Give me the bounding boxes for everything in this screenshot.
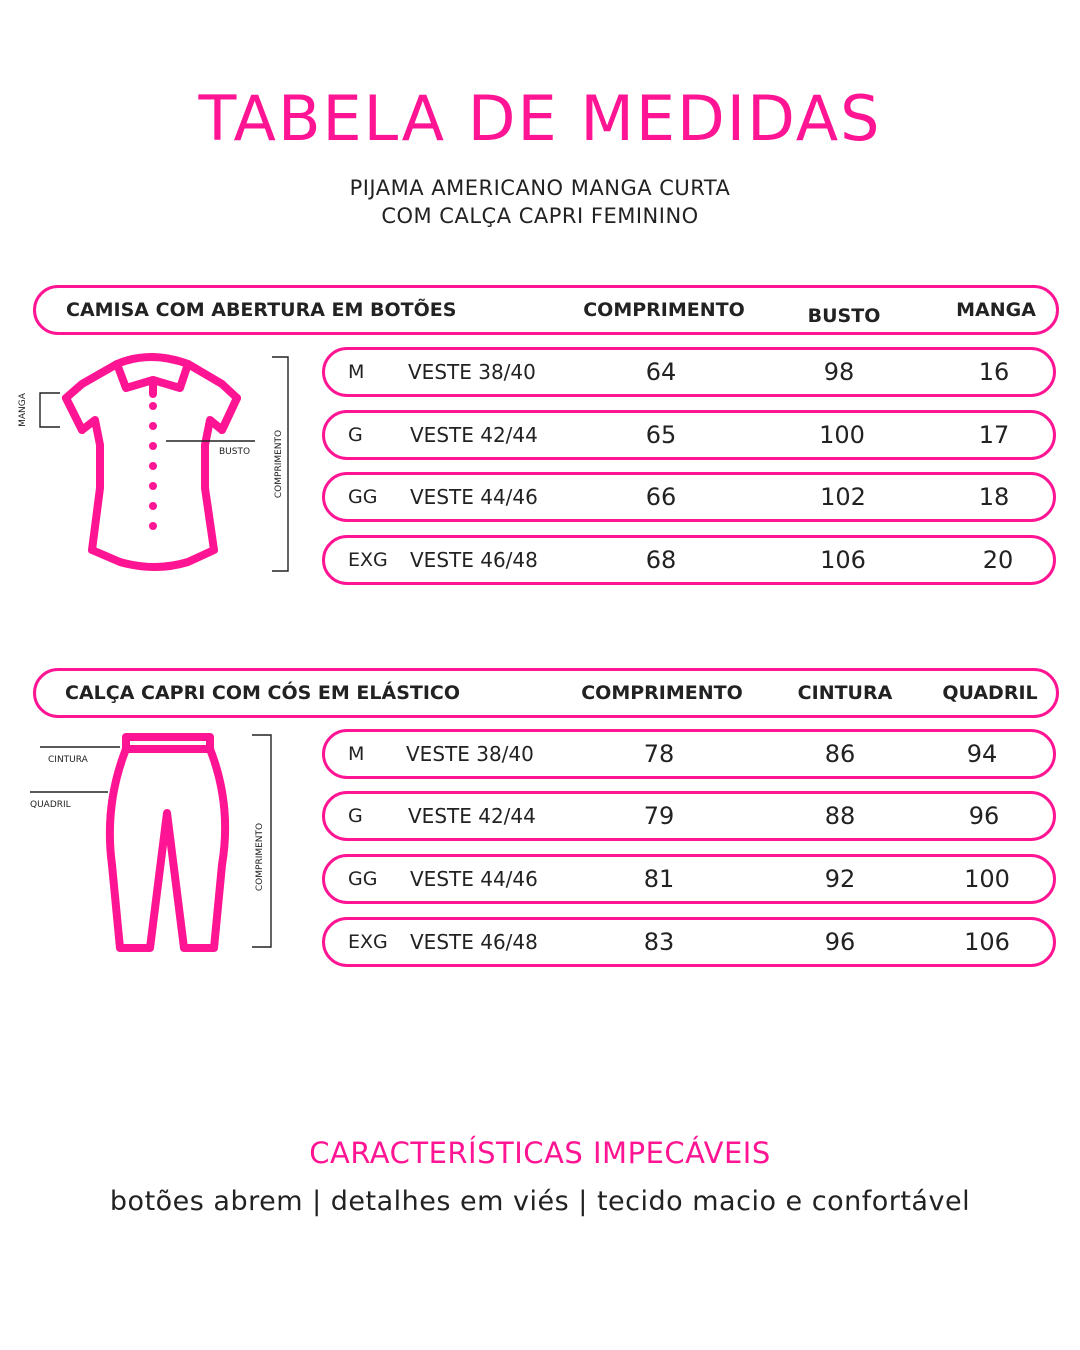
comprimento-value: 68 bbox=[645, 546, 677, 574]
features-title: CARACTERÍSTICAS IMPECÁVEIS bbox=[309, 1136, 771, 1170]
veste-label: VESTE 42/44 bbox=[408, 804, 536, 828]
pants-header-cintura: CINTURA bbox=[797, 682, 893, 704]
busto-value: 98 bbox=[823, 358, 855, 386]
size-label: G bbox=[348, 424, 363, 446]
quadril-value: 94 bbox=[966, 740, 998, 768]
size-label: EXG bbox=[348, 931, 388, 953]
size-label: M bbox=[348, 743, 365, 765]
pants-header-comprimento: COMPRIMENTO bbox=[581, 682, 743, 704]
table-row bbox=[322, 347, 1056, 397]
manga-label: MANGA bbox=[17, 393, 28, 427]
pants-table-header bbox=[33, 668, 1059, 718]
cintura-value: 88 bbox=[824, 802, 856, 830]
size-label: M bbox=[348, 361, 365, 383]
busto-value: 106 bbox=[820, 546, 866, 574]
veste-label: VESTE 38/40 bbox=[406, 742, 534, 766]
quadril-label: QUADRIL bbox=[30, 800, 71, 810]
comprimento-value: 64 bbox=[645, 358, 677, 386]
veste-label: VESTE 42/44 bbox=[410, 423, 538, 447]
shirt-comprimento-label: COMPRIMENTO bbox=[274, 429, 285, 499]
comprimento-value: 66 bbox=[645, 483, 677, 511]
cintura-value: 92 bbox=[824, 865, 856, 893]
table-row bbox=[322, 410, 1056, 460]
veste-label: VESTE 44/46 bbox=[410, 485, 538, 509]
shirt-table-header bbox=[33, 285, 1059, 335]
comprimento-value: 81 bbox=[643, 865, 675, 893]
shirt-header-comprimento: COMPRIMENTO bbox=[583, 299, 745, 321]
subtitle-line-2: COM CALÇA CAPRI FEMININO bbox=[381, 204, 699, 228]
quadril-value: 106 bbox=[964, 928, 1010, 956]
busto-label: BUSTO bbox=[219, 447, 251, 457]
comprimento-value: 83 bbox=[643, 928, 675, 956]
veste-label: VESTE 38/40 bbox=[408, 360, 536, 384]
shirt-icon bbox=[0, 340, 310, 590]
table-row bbox=[322, 472, 1056, 522]
veste-label: VESTE 44/46 bbox=[410, 867, 538, 891]
page-title: TABELA DE MEDIDAS bbox=[198, 82, 882, 155]
cintura-value: 86 bbox=[824, 740, 856, 768]
size-label: G bbox=[348, 805, 363, 827]
comprimento-value: 79 bbox=[643, 802, 675, 830]
veste-label: VESTE 46/48 bbox=[410, 548, 538, 572]
veste-label: VESTE 46/48 bbox=[410, 930, 538, 954]
cintura-value: 96 bbox=[824, 928, 856, 956]
manga-value: 17 bbox=[978, 421, 1010, 449]
manga-value: 20 bbox=[982, 546, 1014, 574]
shirt-header-manga: MANGA bbox=[956, 299, 1036, 321]
quadril-value: 100 bbox=[964, 865, 1010, 893]
shirt-header-name: CAMISA COM ABERTURA EM BOTÕES bbox=[66, 299, 457, 321]
comprimento-value: 65 bbox=[645, 421, 677, 449]
pants-comprimento-label: COMPRIMENTO bbox=[255, 822, 266, 892]
table-row bbox=[322, 854, 1056, 904]
comprimento-value: 78 bbox=[643, 740, 675, 768]
quadril-value: 96 bbox=[968, 802, 1000, 830]
pants-header-name: CALÇA CAPRI COM CÓS EM ELÁSTICO bbox=[65, 682, 461, 704]
busto-value: 102 bbox=[820, 483, 866, 511]
table-row bbox=[322, 917, 1056, 967]
subtitle-line-1: PIJAMA AMERICANO MANGA CURTA bbox=[349, 176, 731, 200]
table-row bbox=[322, 729, 1056, 779]
manga-value: 16 bbox=[978, 358, 1010, 386]
manga-value: 18 bbox=[978, 483, 1010, 511]
table-row bbox=[322, 791, 1056, 841]
features-text: botões abrem | detalhes em viés | tecido macio e confortável bbox=[109, 1186, 971, 1217]
busto-value: 100 bbox=[819, 421, 865, 449]
pants-header-quadril: QUADRIL bbox=[942, 682, 1038, 704]
size-label: EXG bbox=[348, 549, 388, 571]
shirt-header-busto: BUSTO bbox=[807, 305, 881, 327]
size-label: GG bbox=[348, 868, 378, 890]
cintura-label: CINTURA bbox=[48, 755, 88, 765]
size-label: GG bbox=[348, 486, 378, 508]
table-row bbox=[322, 535, 1056, 585]
